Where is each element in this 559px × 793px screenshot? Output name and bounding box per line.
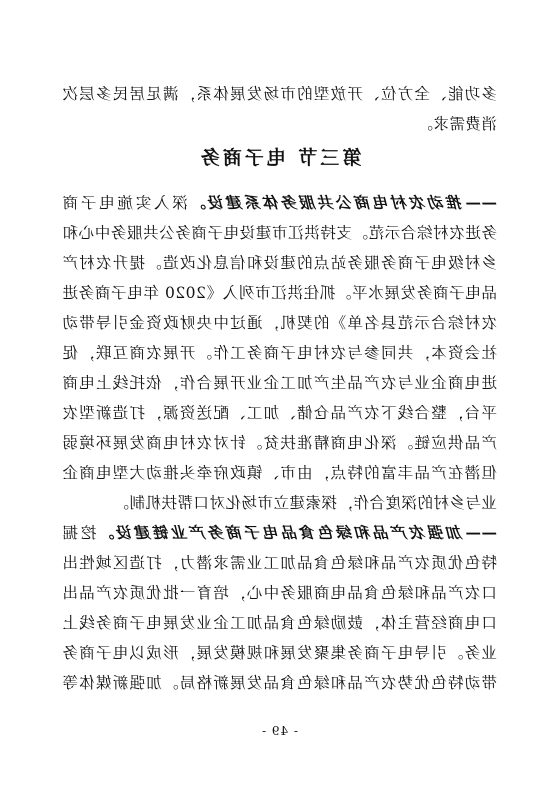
text-line: 消费需求。 — [416, 115, 497, 133]
text-line: 口电商经营主体，鼓励绿色食品加工企业发展电子商务线上 — [62, 614, 497, 632]
text-line: 乡村级电子商务服务站点的建设和信息化改造。提升农村产 — [62, 254, 497, 272]
text-line: 口农产品和绿色食品电商服务中心，培育一批优质农产品出 — [62, 584, 497, 602]
text-line: 进电商企业与农产品生产加工企业开展合作，依托线上电商 — [62, 374, 497, 392]
text-line: 品电子商务发展水平。抓住洪江市列入《2020 年电子商务进 — [62, 284, 497, 302]
text-line: 社会资本，共同参与农村电子商务工作。开展农商互联，促 — [62, 344, 497, 362]
paragraph-lead-line — [62, 193, 497, 213]
lead-rest: 深入实施电子商 — [62, 194, 188, 212]
text-line: 业务。引导电子商务集聚发展和规模发展，形成以电子商务 — [62, 644, 497, 662]
text-line: 平台，整合线下农产品仓储、加工、配送资源，打造新型农 — [62, 404, 497, 422]
lead-rest: 挖掘 — [62, 524, 97, 542]
paragraph-lead-line — [62, 523, 497, 543]
text-line: 但潜在产品丰富的特点，由市、镇政府牵头推动大型电商企 — [62, 464, 497, 482]
bold-lead: ——推动农村电商公共服务体系建设。 — [187, 193, 497, 212]
section-heading: 第三节 电子商务 — [197, 147, 362, 169]
text-line: 农村综合示范县名单》的契机，通过中央财政资金引导带动 — [62, 314, 497, 332]
text-line: 产品供应链。深化电商精准扶贫。针对农村电商发展环境弱 — [62, 434, 497, 452]
text-line: 特色优质农产品和绿色食品加工业需求潜力，打造区域性出 — [62, 554, 497, 572]
text-line: 业与乡村的深度合作，探索建立市场化对口帮扶机制。 — [112, 494, 497, 512]
bold-lead: ——加强农产品和绿色食品电子商务产业链建设。 — [96, 523, 497, 542]
page-number: - 49 - — [261, 724, 299, 738]
text-line: 带动特色优势农产品和绿色食品发展新格局。加强新媒体等 — [62, 674, 497, 692]
text-line: 多功能、全方位、开放型的市场发展体系，满足居民多层次 — [62, 85, 497, 103]
text-line: 务进农村综合示范。支持洪江市建设电子商务公共服务中心和 — [62, 224, 497, 242]
